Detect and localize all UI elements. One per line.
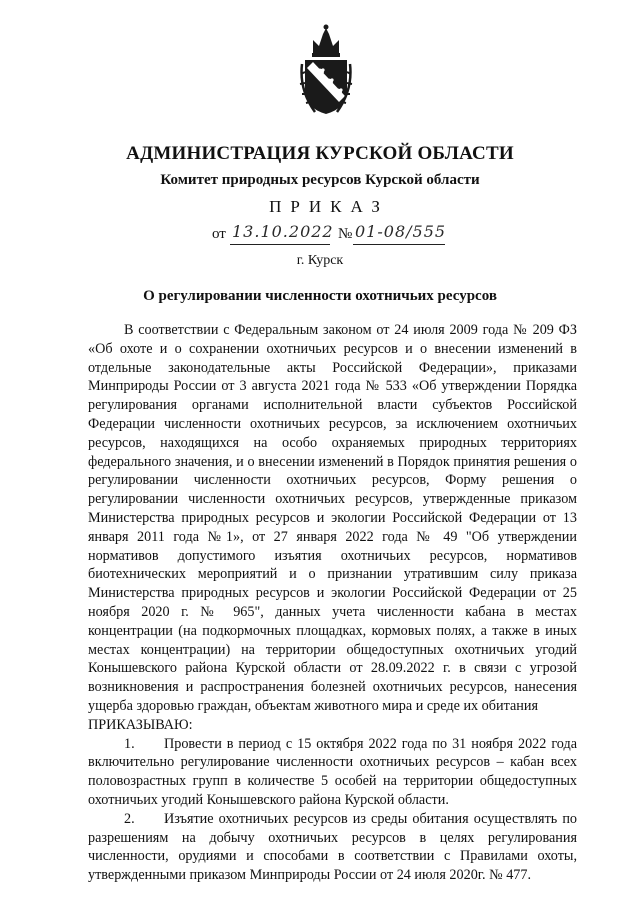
order-heading: ПРИКАЗ <box>269 197 389 216</box>
committee-name: Комитет природных ресурсов Курской области <box>160 172 480 188</box>
number-prefix: № <box>338 226 353 242</box>
item-number: 2. <box>124 810 135 827</box>
date-prefix: от <box>212 226 226 242</box>
item-text: Изъятие охотничьих ресурсов из среды обитания осуществлять по разрешениям на добычу охотничьих ресурсов в целях регулирования численности, орудиями и способами в соответствии с Правилами охоты, утвержденными приказом Минприроды России от 24 июля 2020г. № 477. <box>88 810 577 884</box>
organization-title: АДМИНИСТРАЦИЯ КУРСКОЙ ОБЛАСТИ <box>126 143 514 164</box>
order-subject: О регулировании численности охотничьих ресурсов <box>143 288 497 304</box>
city-name: г. Курск <box>296 253 344 268</box>
number-underline <box>353 244 445 245</box>
order-item <box>88 735 577 810</box>
date-underline <box>230 244 330 245</box>
order-item <box>88 810 577 885</box>
preamble-paragraph: В соответствии с Федеральным законом от 24 июля 2009 года № 209 ФЗ «Об охоте и о сохранении охотничьих ресурсов и о внесении изменений в отдельные законодательные акты Российской Федерации», приказами Минприроды России от 3 августа 2021 года № 533 «Об утверждении Порядка регулирования органами исполнительной власти субъектов Российской Федерации численности охотничьих ресурсов, за исключением охотничьих ресурсов, находящихся на особо охраняемых природных территориях федерального значения, и о внесении изменений в Порядок принятия решения о регулировании численности охотничьих ресурсов, Форму решения о регулировании численности охотничьих ресурсов, утвержденные приказом Министерства природных ресурсов и экологии Российской Федерации от 13 января 2011 года №1», от 27 января 2022 года № 49 "Об утверждении нормативов допустимого изъятия охотничьих ресурсов, нормативов биотехнических мероприятий и о признании утратившим силу приказа Министерства природных ресурсов и экологии Российской Федерации от 25 ноября 2020 г. № 965", данных учета численности кабана в местах концентрации (на подкормочных площадках, кормовых полях, а также в иных местах концентрации) на территории общедоступных охотничьих угодий Конышевского района Курской области от 28.09.2022 г. в связи с угрозой возникновения и распространения болезней охотничьих ресурсов, нанесения ущерба здоровью граждан, объектам животного мира и среде их обитания <box>88 322 577 714</box>
order-number-handwritten: 01-08/555 <box>355 222 447 241</box>
order-date-handwritten: 13.10.2022 <box>232 222 334 241</box>
item-number: 1. <box>124 735 135 752</box>
kursk-coat-of-arms-icon <box>299 24 353 118</box>
order-body <box>88 321 577 885</box>
order-keyword: ПРИКАЗЫВАЮ: <box>88 716 193 733</box>
item-text: Провести в период с 15 октября 2022 года по 31 ноября 2022 года включительно регулирование численности охотничьих ресурсов – кабан всех половозрастных групп в количестве 5 особей на территории общедоступных охотничьих угодий Конышевского района Курской области. <box>88 735 577 808</box>
order-date-number-line <box>212 222 472 250</box>
